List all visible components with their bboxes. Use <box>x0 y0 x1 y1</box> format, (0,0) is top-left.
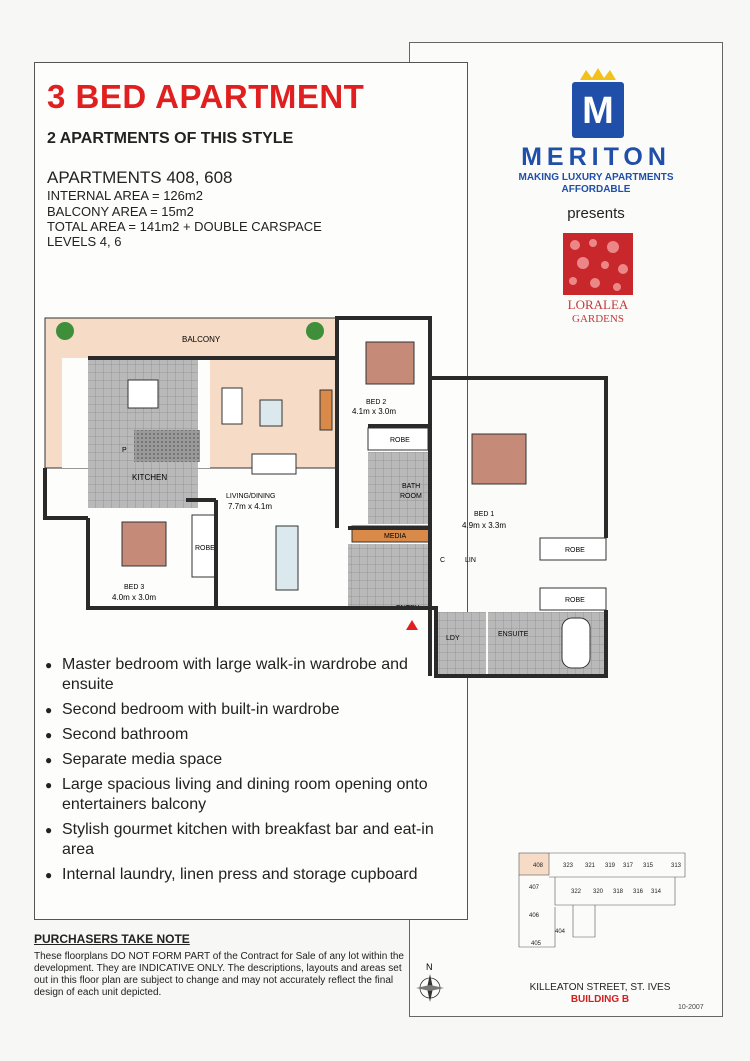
feature-item: ● Second bathroom <box>44 725 444 745</box>
bed1-bed <box>472 434 526 484</box>
site-plan <box>515 847 690 962</box>
bed3-name: BED 3 <box>124 584 145 591</box>
logo-letter: M <box>582 90 614 132</box>
floor-plan <box>40 300 620 690</box>
project-name-1: LORALEA <box>567 297 629 312</box>
unit-label: 404 <box>555 929 566 935</box>
dining-table-small <box>128 380 158 408</box>
planter-right <box>306 322 324 340</box>
unit-label: 315 <box>643 863 654 869</box>
brand-name: MERITON <box>521 143 671 171</box>
levels: LEVELS 4, 6 <box>47 234 122 249</box>
total-area: TOTAL AREA = 141m2 + DOUBLE CARSPACE <box>47 219 322 234</box>
bath-label-2: ROOM <box>400 493 422 500</box>
balcony-area: BALCONY AREA = 15m2 <box>47 204 194 219</box>
media-label: MEDIA <box>384 533 407 540</box>
kitchen-label: KITCHEN <box>132 473 168 482</box>
bed3-size: 4.0m x 3.0m <box>112 593 157 602</box>
planter-left <box>56 322 74 340</box>
bed1-name: BED 1 <box>474 511 495 518</box>
notice-heading: PURCHASERS TAKE NOTE <box>34 932 190 946</box>
feature-item: ● Large spacious living and dining room opening onto entertainers balcony <box>44 775 444 815</box>
feature-item: ● Internal laundry, linen press and storage cupboard <box>44 865 444 885</box>
unit-label: 405 <box>531 941 542 947</box>
tv-unit <box>320 390 332 430</box>
bed2-size: 4.1m x 3.0m <box>352 407 397 416</box>
entry-tiles <box>348 544 430 608</box>
feature-item: ● Separate media space <box>44 750 444 770</box>
entry-arrow <box>406 620 418 630</box>
bed2-robe: ROBE <box>390 437 410 444</box>
loralea-gardens-logo <box>563 233 633 331</box>
street-name: KILLEATON STREET, ST. IVES <box>529 982 671 993</box>
feature-item: ● Second bedroom with built-in wardrobe <box>44 700 444 720</box>
bed1-size: 4.9m x 3.3m <box>462 521 507 530</box>
dining-table <box>276 526 298 590</box>
entry-label: ENTRY <box>396 605 420 612</box>
unit-label: 319 <box>605 863 616 869</box>
unit-label: 316 <box>633 889 644 895</box>
armchair <box>252 454 296 474</box>
unit-label: 321 <box>585 863 596 869</box>
pantry-label: P <box>122 447 127 454</box>
wir-robe-1: ROBE <box>565 547 585 554</box>
ensuite-label: ENSUITE <box>498 631 529 638</box>
meriton-logo <box>570 66 626 140</box>
balcony-label: BALCONY <box>182 335 221 344</box>
unit-label: 314 <box>651 889 662 895</box>
unit-label: 322 <box>571 889 582 895</box>
bed2-bed <box>366 342 414 384</box>
project-name-2: GARDENS <box>572 313 624 325</box>
feature-list <box>44 655 444 890</box>
presents-text: presents <box>567 205 625 222</box>
breakfast-bar <box>134 430 200 462</box>
bed3-robe: ROBE <box>195 545 215 552</box>
apartment-count: 2 APARTMENTS OF THIS STYLE <box>47 130 294 147</box>
linen-label: LIN <box>465 557 476 564</box>
unit-label: 323 <box>563 863 574 869</box>
coffee-table <box>260 400 282 426</box>
living-sofa <box>222 388 242 424</box>
living-size: 7.7m x 4.1m <box>228 502 273 511</box>
building-name: BUILDING B <box>570 994 630 1005</box>
unit-label: 406 <box>529 913 540 919</box>
laundry-label: LDY <box>446 635 460 642</box>
feature-item: ● Master bedroom with large walk-in wardrobe and ensuite <box>44 655 444 695</box>
unit-label: 317 <box>623 863 634 869</box>
unit-label: 407 <box>529 885 540 891</box>
apartment-numbers: APARTMENTS 408, 608 <box>47 168 233 187</box>
unit-label: 318 <box>613 889 624 895</box>
living-name: LIVING/DINING <box>226 493 276 500</box>
bath-tub <box>562 618 590 668</box>
brand-tagline-2: AFFORDABLE <box>561 184 631 195</box>
bed3-bed <box>122 522 166 566</box>
compass-north: N <box>426 962 433 972</box>
cupboard-label: C <box>440 557 446 564</box>
page-title: 3 BED APARTMENT <box>47 78 365 115</box>
brand-tagline-1: MAKING LUXURY APARTMENTS <box>518 172 674 183</box>
notice-body: These floorplans DO NOT FORM PART of the Contract for Sale of any lot within the development. They are INDICATIVE ONLY. The descriptions, layouts and areas set out in this floor plan are subject to change and may not accurately reflect the final design of each unit depicted. <box>34 951 404 998</box>
bed2-name: BED 2 <box>366 399 387 406</box>
bath-label-1: BATH <box>402 483 421 490</box>
crown-icon <box>580 68 616 80</box>
date-code: 10-2007 <box>678 1004 704 1011</box>
compass-icon <box>410 960 450 1010</box>
wir-robe-2: ROBE <box>565 597 585 604</box>
unit-label: 313 <box>671 863 682 869</box>
feature-item: ● Stylish gourmet kitchen with breakfast bar and eat-in area <box>44 820 444 860</box>
unit-label: 320 <box>593 889 604 895</box>
unit-label: 408 <box>533 863 544 869</box>
internal-area: INTERNAL AREA = 126m2 <box>47 188 203 203</box>
